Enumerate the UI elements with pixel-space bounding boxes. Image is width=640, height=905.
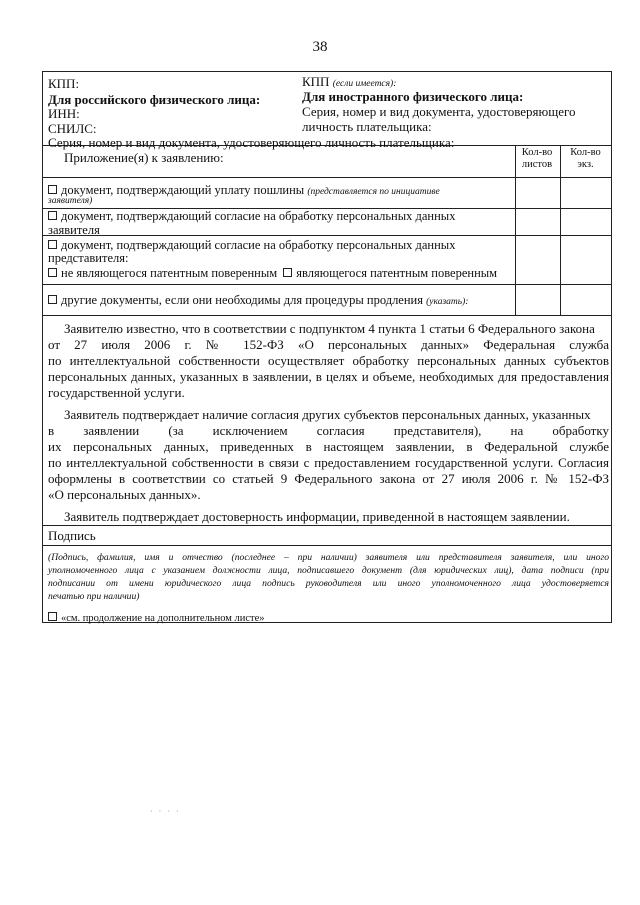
personal-data-notice: Заявителю известно, что в соответствии с подпунктом 4 пункта 1 статьи 6 Федерального закона от 27 июля 2006 г. № 152-ФЗ «О персональных данных» Федеральная служба по интеллектуальной собственности осуществляет обработку персональных данных субъектов персональных данных, указанных в заявлении, в целях и объеме, необходимых для предоставления государственной услуги. bbox=[48, 321, 609, 400]
inn-label: ИНН: bbox=[48, 106, 80, 121]
checkbox-icon[interactable] bbox=[48, 211, 57, 220]
continuation-note[interactable]: «см. продолжение на дополнительном листе» bbox=[48, 612, 265, 625]
checkbox-icon[interactable] bbox=[48, 295, 57, 304]
russian-person-title: Для российского физического лица: bbox=[48, 92, 261, 107]
attachment-item-representative-consent[interactable]: документ, подтверждающий согласие на обработку персональных данных bbox=[48, 239, 455, 252]
option-patent-attorney[interactable]: являющегося патентным поверенным bbox=[296, 266, 498, 280]
sheets-column-header: Кол-во листов bbox=[521, 147, 553, 171]
checkbox-icon[interactable] bbox=[48, 268, 57, 277]
attachments-title: Приложение(я) к заявлению: bbox=[64, 150, 224, 165]
consent-confirmation: Заявитель подтверждает наличие согласия других субъектов персональных данных, указанных в заявлении (за исключением согласия представителя), на обработку их персональных данных, приведенных в настоящем заявлении, в Федеральной службе по интеллектуальной собственности в связи с предоставлением государственной услуги. Согласия оформлены в соответствии со статьей 9 Федерального закона от 27 июля 2006 г. № 152-ФЗ «О персональных данных». bbox=[48, 407, 609, 502]
attachment-item-fee[interactable]: документ, подтверждающий уплату пошлины (представляется по инициативе bbox=[48, 184, 440, 198]
signature-label: Подпись bbox=[48, 528, 96, 543]
attachment-item-other-note: (указать): bbox=[426, 297, 469, 307]
checkbox-icon[interactable] bbox=[48, 612, 57, 621]
identity-doc-label: Серия, номер и вид документа, удостоверяющего личность плательщика: bbox=[48, 135, 455, 150]
scan-specks: · · · · bbox=[150, 807, 181, 816]
attachment-item-applicant-consent-cont: заявителя bbox=[48, 223, 100, 237]
kpp-foreign-label: КПП (если имеется): bbox=[302, 74, 397, 89]
kpp-foreign-note: (если имеется): bbox=[332, 79, 397, 89]
attachment-item-fee-note: (представляется по инициативе bbox=[307, 187, 440, 197]
checkbox-icon[interactable] bbox=[283, 268, 292, 277]
foreign-person-title: Для иностранного физического лица: bbox=[302, 89, 524, 104]
snils-label: СНИЛС: bbox=[48, 121, 97, 136]
page-number: 38 bbox=[312, 39, 328, 55]
accuracy-confirmation: Заявитель подтверждает достоверность информации, приведенной в настоящем заявлении. bbox=[64, 509, 570, 524]
attachment-item-applicant-consent[interactable]: документ, подтверждающий согласие на обработку персональных данных bbox=[48, 210, 455, 223]
kpp-label: КПП: bbox=[48, 76, 80, 91]
signature-note: (Подпись, фамилия, имя и отчество (последнее – при наличии) заявителя или представителя заявителя, или иного уполномоченного лица с указанием должности лица, подписавшего документ (для юридических лиц), дата подписи (при подписании от имени юридического лица подпись руководителя или иного уполномоченного лица удостоверяется печатью при наличии) bbox=[48, 552, 609, 602]
copies-column-header: Кол-во экз. bbox=[570, 147, 601, 171]
attachment-item-other-documents[interactable]: другие документы, если они необходимы для процедуры продления (указать): bbox=[48, 294, 468, 308]
foreign-doc-line1: Серия, номер и вид документа, удостоверяющего bbox=[302, 104, 576, 119]
representative-type-options bbox=[48, 267, 497, 280]
checkbox-icon[interactable] bbox=[48, 240, 57, 249]
attachment-item-representative-consent-cont: представителя: bbox=[48, 251, 129, 265]
attachment-item-fee-note-cont: заявителя) bbox=[48, 196, 93, 206]
foreign-doc-line2: личность плательщика: bbox=[302, 119, 432, 134]
checkbox-icon[interactable] bbox=[48, 185, 57, 194]
option-not-patent-attorney[interactable]: не являющегося патентным поверенным bbox=[61, 266, 278, 280]
